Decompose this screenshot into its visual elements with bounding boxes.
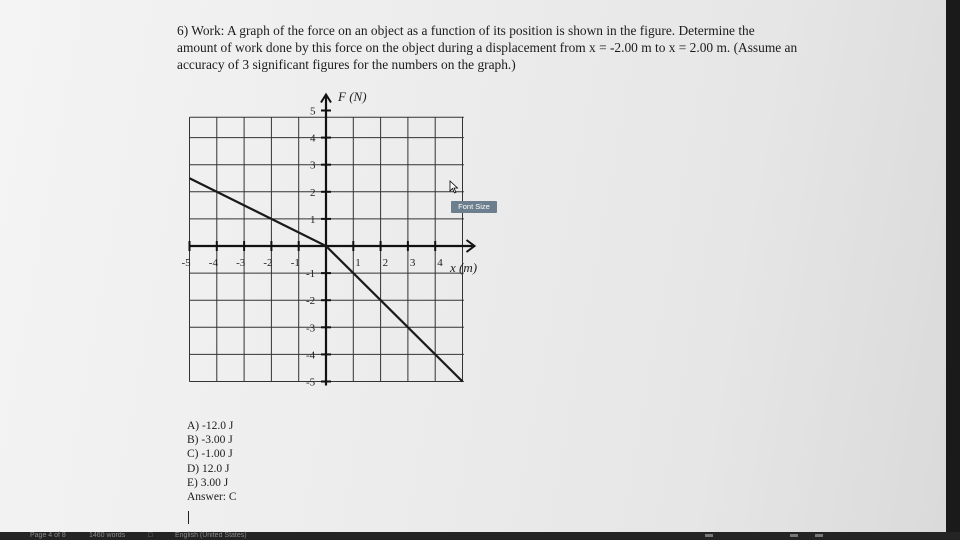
question-line-2: amount of work done by this force on the object during a displacement from x = -2.00 m to x = 2.00 m. (Assume an — [177, 40, 798, 55]
x-tick-label: 4 — [437, 257, 443, 269]
answer-choice-a: A) -12.0 J — [187, 420, 234, 432]
web-layout-icon[interactable] — [815, 534, 823, 537]
answer-choice-c: C) -1.00 J — [187, 448, 233, 461]
question-line-3: accuracy of 3 significant figures for the numbers on the graph.) — [177, 57, 516, 72]
answer-key: Answer: C — [187, 491, 237, 504]
answer-choice-b: B) -3.00 J — [187, 434, 233, 447]
answer-choice-d: D) 12.0 J — [187, 462, 230, 475]
y-tick-label: -4 — [306, 349, 316, 362]
y-tick-label: 3 — [310, 159, 316, 172]
y-tick-label: -5 — [306, 376, 316, 389]
font-size-tooltip: Font Size — [451, 201, 497, 213]
page-count[interactable]: Page 4 of 8 — [30, 532, 66, 539]
y-tick-label: 2 — [310, 186, 316, 199]
x-tick-label: -3 — [236, 257, 246, 269]
print-layout-icon[interactable] — [790, 534, 798, 537]
x-tick-label: 2 — [382, 257, 389, 269]
answer-choices — [187, 419, 237, 504]
y-tick-label: -3 — [306, 322, 316, 335]
x-tick-label: 3 — [409, 257, 416, 269]
mouse-cursor-icon — [449, 180, 459, 194]
x-tick-label: 1 — [355, 257, 361, 269]
y-tick-label: 5 — [310, 105, 316, 118]
language-indicator[interactable]: English (United States) — [175, 532, 247, 539]
read-mode-icon[interactable] — [705, 534, 713, 537]
graph-axes — [190, 95, 478, 386]
y-tick-label: 1 — [310, 213, 316, 226]
question-line-1: 6) Work: A graph of the force on an object as a function of its position is shown in the figure. Determine the — [177, 23, 755, 38]
x-axis-title: x (m) — [450, 260, 478, 275]
proofing-icon[interactable]: □ — [148, 532, 153, 539]
x-tick-label: -4 — [208, 257, 218, 269]
answer-choice-e: E) 3.00 J — [187, 476, 229, 489]
y-tick-label: -2 — [306, 295, 316, 308]
x-tick-label: -5 — [181, 257, 191, 269]
y-tick-label: -1 — [306, 268, 316, 281]
y-axis-title: F (N) — [338, 89, 367, 104]
text-cursor — [188, 511, 189, 524]
y-tick-label: 4 — [310, 132, 316, 145]
word-count[interactable]: 1460 words — [89, 532, 126, 539]
status-bar — [0, 532, 960, 540]
x-tick-label: -1 — [290, 257, 300, 269]
x-tick-label: -2 — [263, 257, 273, 269]
